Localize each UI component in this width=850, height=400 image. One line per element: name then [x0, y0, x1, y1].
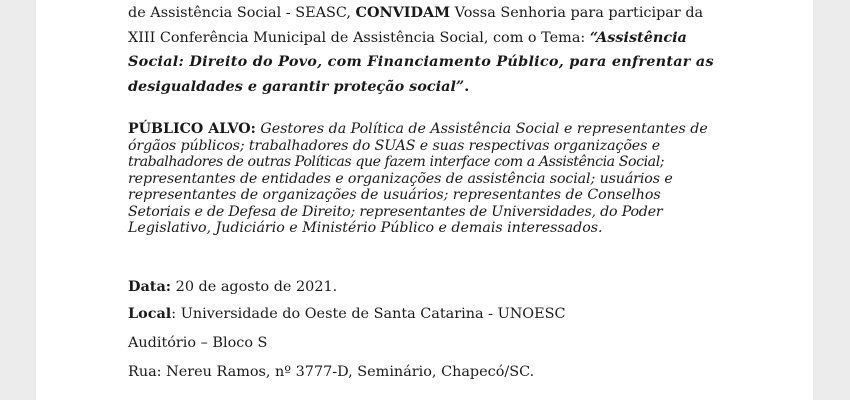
- invitation-line-4: desigualdades e garantir proteção social”.: [128, 77, 470, 95]
- publico-alvo-paragraph: [128, 121, 743, 237]
- publico-alvo-line-7: Legislativo, Judiciário e Ministério Público e demais interessados.: [128, 220, 603, 236]
- publico-alvo-line-5: representantes de organizações de usuários; representantes de Conselhos: [128, 187, 661, 203]
- publico-alvo-line-6: Setoriais e de Defesa de Direito; representantes de Universidades, do Poder: [128, 203, 663, 220]
- location-value: : Universidade do Oeste de Santa Catarina - UNOESC: [171, 306, 566, 322]
- invitation-line-2: XIII Conferência Municipal de Assistência Social, com o Tema: “Assistência: [128, 28, 687, 46]
- date-value: 20 de agosto de 2021.: [171, 279, 338, 295]
- invitation-line-1: de Assistência Social - SEASC, CONVIDAM Vossa Senhoria para participar da: [128, 4, 704, 21]
- date-label: Data:: [128, 278, 172, 295]
- publico-alvo-label: PÚBLICO ALVO:: [128, 121, 256, 137]
- event-location: [128, 304, 565, 324]
- event-auditorium: Auditório – Bloco S: [128, 335, 268, 351]
- event-date: [128, 277, 337, 297]
- event-address: Rua: Nereu Ramos, nº 3777-D, Seminário, Chapecó/SC.: [128, 364, 535, 380]
- location-label: Local: [128, 305, 172, 322]
- invitation-line-3: Social: Direito do Povo, com Financiamento Público, para enfrentar as: [128, 53, 714, 70]
- invitation-paragraph: [128, 0, 743, 97]
- publico-alvo-line-1: PÚBLICO ALVO: Gestores da Política de Assistência Social e representantes de: [128, 121, 708, 137]
- publico-alvo-line-3: trabalhadores de outras Políticas que fazem interface com a Assistência Social;: [128, 154, 665, 170]
- publico-alvo-line-4: representantes de entidades e organizações de assistência social; usuários e: [128, 170, 673, 187]
- publico-alvo-line-2: órgãos públicos; trabalhadores do SUAS e suas respectivas organizações e: [128, 137, 660, 154]
